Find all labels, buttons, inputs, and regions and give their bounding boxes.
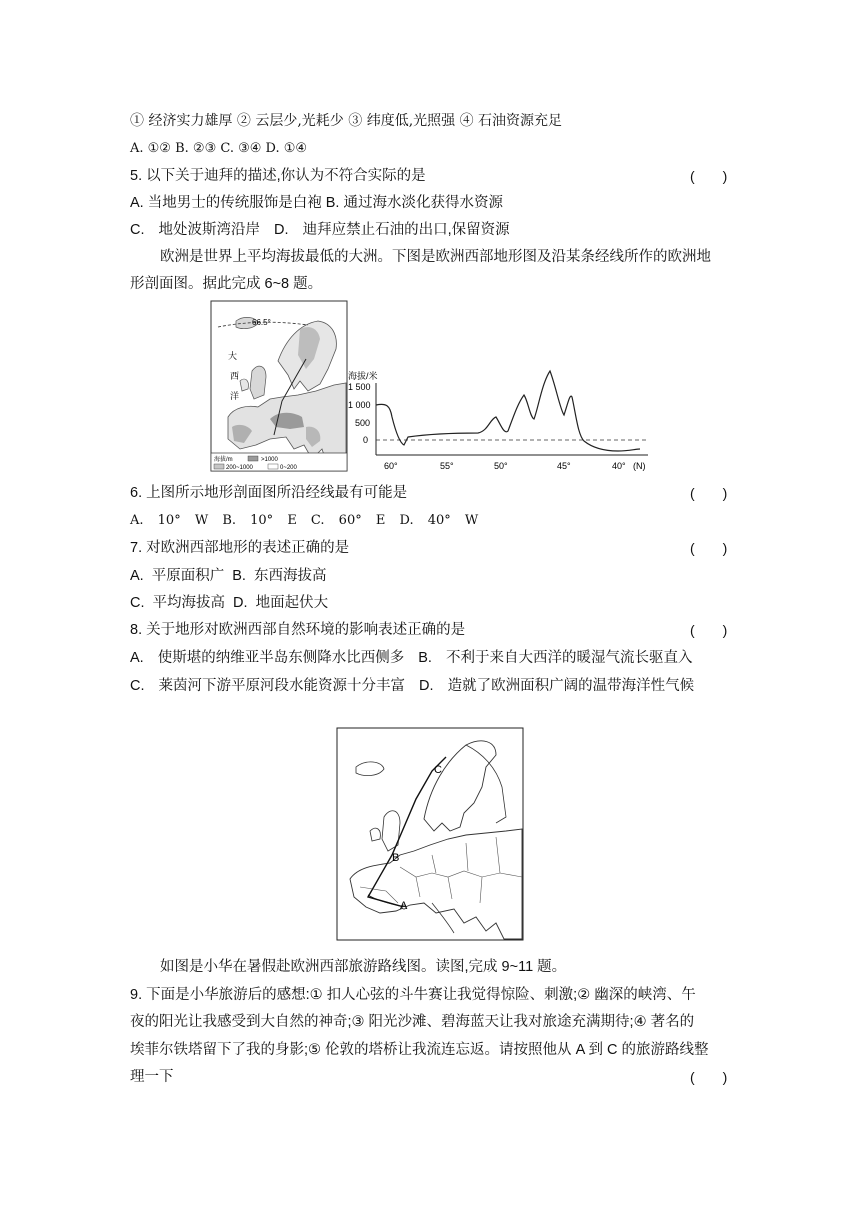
question-6: 6. 上图所示地形剖面图所沿经线最有可能是 <box>130 485 408 501</box>
legend-item-mid: 200~1000 <box>226 465 253 471</box>
question-8: 8. 关于地形对欧洲西部自然环境的影响表述正确的是 <box>130 622 466 638</box>
profile-xtick-unit: (N) <box>633 461 646 471</box>
answer-paren-6: ( ) <box>690 485 728 501</box>
option-list-line: ① 经济实力雄厚 ② 云层少,光耗少 ③ 纬度低,光照强 ④ 石油资源充足 <box>130 113 563 129</box>
map1-legend <box>211 453 347 471</box>
answer-paren-9: ( ) <box>690 1069 728 1085</box>
profile-ytick-1000: 1 000 <box>348 400 371 410</box>
q8-choice-cd: C. 莱茵河下游平原河段水能资源十分丰富 D. 造就了欧洲面积广阔的温带海洋性气候 <box>130 678 695 694</box>
route-point-a: A <box>400 900 408 912</box>
q8-choice-ab: A. 使斯堪的纳维亚半岛东侧降水比西侧多 B. 不利于来自大西洋的暖湿气流长驱直入 <box>130 650 693 666</box>
intro-6-8-line1: 欧洲是世界上平均海拔最低的大洲。下图是欧洲西部地形图及沿某条经线所作的欧洲地 <box>160 249 711 265</box>
q7-choice-cd: C. 平均海拔高 D. 地面起伏大 <box>130 595 329 611</box>
route-point-b: B <box>392 852 400 864</box>
answer-paren-7: ( ) <box>690 540 728 556</box>
intro-9-11: 如图是小华在暑假赴欧洲西部旅游路线图。读图,完成 9~11 题。 <box>160 959 567 975</box>
europe-terrain-map <box>211 301 347 471</box>
question-9-line3: 埃菲尔铁塔留下了我的身影;⑤ 伦敦的塔桥让我流连忘返。请按照他从 A 到 C 的旅游路线整 <box>130 1042 709 1058</box>
intro-6-8-line2: 形剖面图。据此完成 6~8 题。 <box>130 276 323 292</box>
route-point-c: C <box>434 764 442 776</box>
answer-paren-5: ( ) <box>690 168 728 184</box>
question-9-line4: 理一下 <box>130 1069 174 1085</box>
map1-label-da: 大 <box>228 351 238 361</box>
question-5: 5. 以下关于迪拜的描述,你认为不符合实际的是 <box>130 168 426 184</box>
question-7: 7. 对欧洲西部地形的表述正确的是 <box>130 540 350 556</box>
legend-item-high: >1000 <box>261 457 278 463</box>
legend-title: 海拔/m <box>214 457 233 463</box>
q5-choice-cd: C. 地处波斯湾沿岸 D. 迪拜应禁止石油的出口,保留资源 <box>130 222 510 238</box>
q4-choices: A. ①② B. ②③ C. ③④ D. ①④ <box>130 141 308 156</box>
profile-xtick-45: 45° <box>557 461 571 471</box>
profile-xtick-55: 55° <box>440 461 454 471</box>
profile-ytick-500: 500 <box>355 418 371 428</box>
europe-terrain-figure <box>208 299 658 475</box>
question-9-line2: 夜的阳光让我感受到大自然的神奇;③ 阳光沙滩、碧海蓝天让我对旅途充满期待;④ 著名的 <box>130 1014 695 1030</box>
map1-label-arctic-circle: 66.5° <box>252 318 271 327</box>
map1-label-xi: 西 <box>230 371 240 381</box>
profile-ytick-1500: 1 500 <box>348 382 371 392</box>
terrain-profile-chart <box>348 370 648 471</box>
q5-choice-ab: A. 当地男士的传统服饰是白袍 B. 通过海水淡化获得水资源 <box>130 195 503 211</box>
profile-ytick-0: 0 <box>363 435 369 445</box>
q6-choices: A. 10° W B. 10° E C. 60° E D. 40° W <box>130 513 479 528</box>
q7-choice-ab: A. 平原面积广 B. 东西海拔高 <box>130 568 327 584</box>
profile-xtick-40: 40° <box>612 461 626 471</box>
profile-xtick-60: 60° <box>384 461 398 471</box>
travel-route-map <box>336 727 524 941</box>
question-9-line1: 9. 下面是小华旅游后的感想:① 扣人心弦的斗牛赛让我觉得惊险、刺激;② 幽深的峡湾、午 <box>130 987 696 1003</box>
profile-xtick-50: 50° <box>494 461 508 471</box>
profile-ylabel: 海拔/米 <box>348 371 378 381</box>
answer-paren-8: ( ) <box>690 622 728 638</box>
legend-item-low: 0~200 <box>280 465 297 471</box>
map1-label-yang: 洋 <box>230 391 240 401</box>
